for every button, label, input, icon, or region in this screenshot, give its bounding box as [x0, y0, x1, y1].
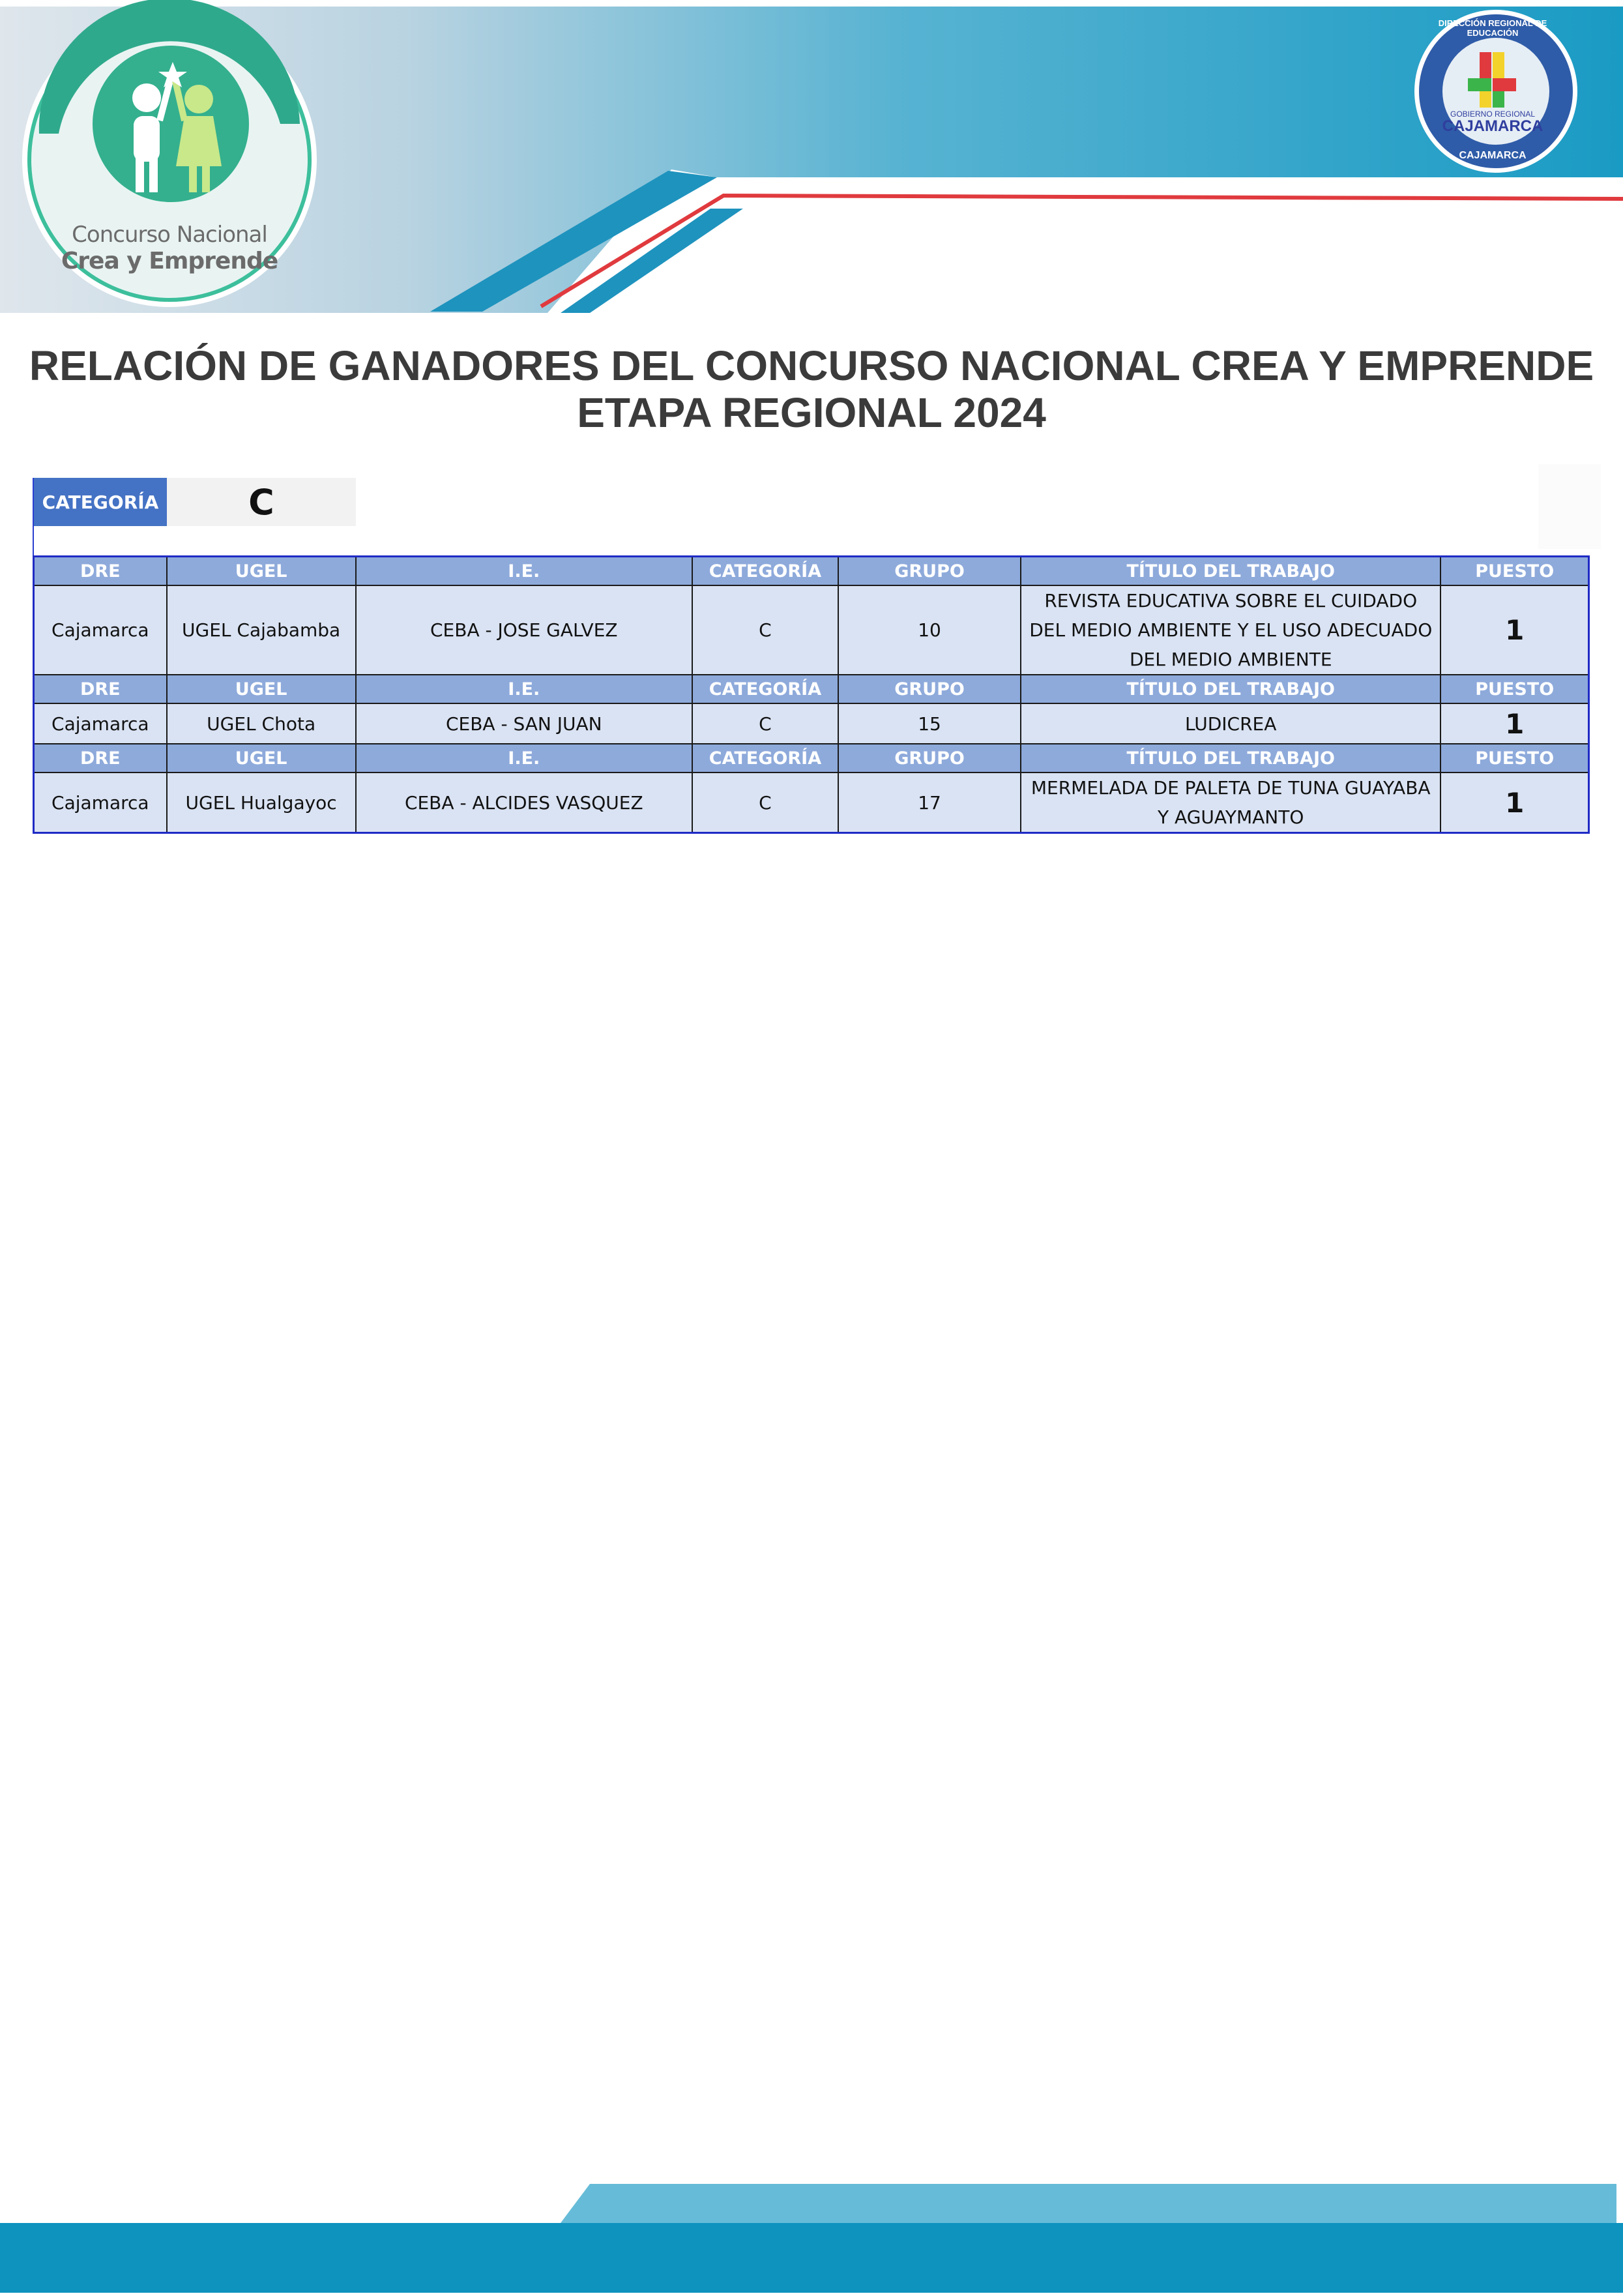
cell-categoria: C — [692, 773, 838, 833]
cell-grupo: 17 — [838, 773, 1021, 833]
seal-top-text: DIRECCIÓN REGIONAL DE EDUCACIÓN — [1438, 18, 1547, 38]
blank-cell — [1538, 464, 1601, 549]
header-puesto: PUESTO — [1440, 675, 1588, 703]
cell-ie: CEBA - ALCIDES VASQUEZ — [356, 773, 692, 833]
header-categoria: CATEGORÍA — [692, 744, 838, 773]
cell-ugel: UGEL Chota — [167, 703, 356, 744]
table-row — [34, 585, 1589, 675]
table-header-row — [34, 744, 1589, 773]
cell-dre: Cajamarca — [34, 773, 167, 833]
footer-banner — [0, 2184, 1623, 2293]
cell-dre: Cajamarca — [34, 703, 167, 744]
logo-text-line1: Concurso Nacional — [72, 222, 267, 248]
header-dre: DRE — [34, 744, 167, 773]
seal-gov-text: GOBIERNO REGIONAL — [1450, 110, 1536, 119]
header-grupo: GRUPO — [838, 675, 1021, 703]
header-banner — [0, 0, 1623, 313]
table-row — [34, 703, 1589, 744]
header-ugel: UGEL — [167, 557, 356, 586]
header-ugel: UGEL — [167, 744, 356, 773]
cell-ie: CEBA - JOSE GALVEZ — [356, 585, 692, 675]
cell-puesto: 1 — [1440, 703, 1588, 744]
cell-grupo: 15 — [838, 703, 1021, 744]
header-ie: I.E. — [356, 675, 692, 703]
title-line1: RELACIÓN DE GANADORES DEL CONCURSO NACIONAL CREA Y EMPRENDE — [29, 342, 1594, 389]
header-dre: DRE — [34, 675, 167, 703]
header-puesto: PUESTO — [1440, 557, 1588, 586]
cell-dre: Cajamarca — [34, 585, 167, 675]
header-puesto: PUESTO — [1440, 744, 1588, 773]
cell-ugel: UGEL Hualgayoc — [167, 773, 356, 833]
cell-puesto: 1 — [1440, 585, 1588, 675]
category-label: CATEGORÍA — [34, 478, 167, 526]
header-titulo: TÍTULO DEL TRABAJO — [1021, 557, 1440, 586]
header-titulo: TÍTULO DEL TRABAJO — [1021, 744, 1440, 773]
header-dre: DRE — [34, 557, 167, 586]
cell-titulo: LUDICREA — [1021, 703, 1440, 744]
cell-categoria: C — [692, 703, 838, 744]
cell-puesto: 1 — [1440, 773, 1588, 833]
page-title — [26, 342, 1597, 436]
cell-ie: CEBA - SAN JUAN — [356, 703, 692, 744]
header-grupo: GRUPO — [838, 557, 1021, 586]
cell-titulo: REVISTA EDUCATIVA SOBRE EL CUIDADO DEL MEDIO AMBIENTE Y EL USO ADECUADO DEL MEDIO AMBIENTE — [1021, 585, 1440, 675]
table-header-row — [34, 675, 1589, 703]
footer-graphic — [0, 2184, 1623, 2293]
header-categoria: CATEGORÍA — [692, 675, 838, 703]
header-ie: I.E. — [356, 557, 692, 586]
header-titulo: TÍTULO DEL TRABAJO — [1021, 675, 1440, 703]
cell-grupo: 10 — [838, 585, 1021, 675]
table-header-row — [34, 557, 1589, 586]
cell-categoria: C — [692, 585, 838, 675]
cell-ugel: UGEL Cajabamba — [167, 585, 356, 675]
category-value: C — [167, 478, 356, 526]
header-grupo: GRUPO — [838, 744, 1021, 773]
header-ugel: UGEL — [167, 675, 356, 703]
header-categoria: CATEGORÍA — [692, 557, 838, 586]
logo-text-line2: Crea y Emprende — [61, 248, 278, 274]
seal-bottom-text: CAJAMARCA — [1459, 150, 1527, 161]
winners-table — [33, 555, 1590, 834]
cell-titulo: MERMELADA DE PALETA DE TUNA GUAYABA Y AGUAYMANTO — [1021, 773, 1440, 833]
title-line2: ETAPA REGIONAL 2024 — [577, 389, 1046, 436]
table-row — [34, 773, 1589, 833]
header-ie: I.E. — [356, 744, 692, 773]
seal-name: CAJAMARCA — [1442, 117, 1543, 135]
